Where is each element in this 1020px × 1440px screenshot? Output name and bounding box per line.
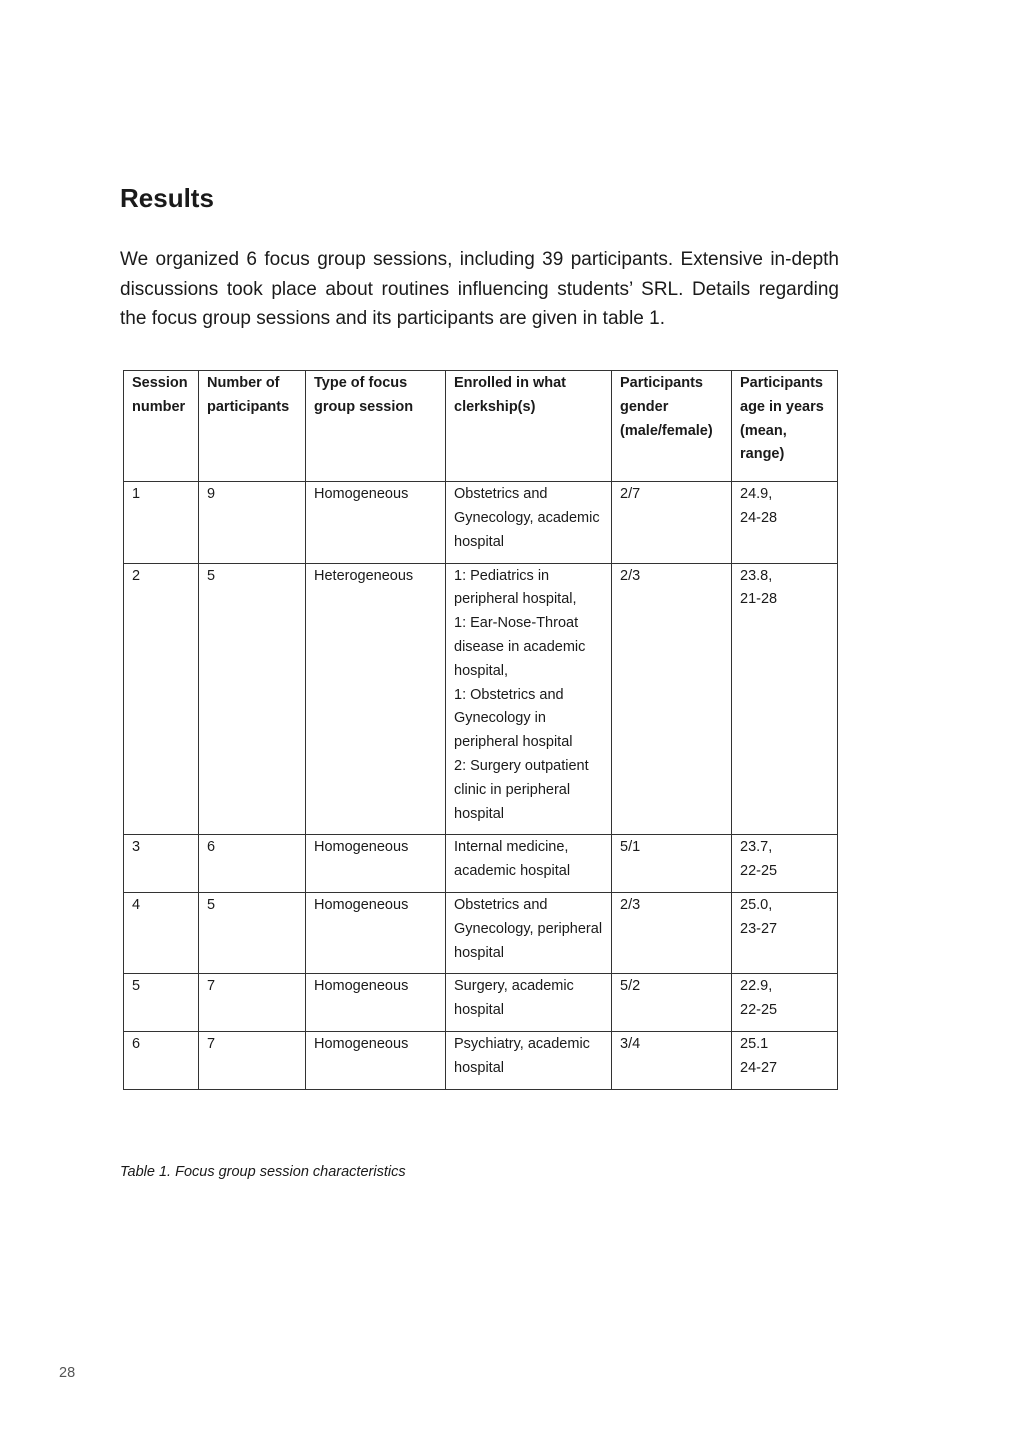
intro-paragraph: We organized 6 focus group sessions, including 39 participants. Extensive in-depth discussions took place about routines influencing students’ SRL. Details regarding the focus group sessions and its participants are given in table 1.	[120, 249, 839, 329]
age-cell: 25.1 24-27	[732, 1031, 838, 1089]
session-type-cell: Homogeneous	[306, 974, 446, 1032]
session-type-cell: Homogeneous	[306, 835, 446, 893]
session-number-cell: 4	[124, 892, 199, 973]
table-row	[124, 1031, 838, 1089]
session-number-cell: 2	[124, 563, 199, 835]
table-row	[124, 892, 838, 973]
clerkship-cell: Obstetrics and Gynecology, academic hospital	[446, 482, 612, 563]
session-type-cell: Homogeneous	[306, 892, 446, 973]
clerkship-cell: Internal medicine, academic hospital	[446, 835, 612, 893]
header-number-of-participants: Number of participants	[199, 371, 306, 482]
participants-count-cell: 7	[199, 974, 306, 1032]
section-heading: Results	[120, 183, 214, 213]
header-participants-age: Participants age in years (mean, range)	[732, 371, 838, 482]
gender-cell: 2/3	[612, 563, 732, 835]
clerkship-cell: 1: Pediatrics in peripheral hospital, 1: Ear-Nose-Throat disease in academic hospital, 1: Obstetrics and Gynecology in peripheral hospital 2: Surgery outpatient clinic in peripheral hospital	[446, 563, 612, 835]
participants-count-cell: 5	[199, 892, 306, 973]
gender-cell: 2/3	[612, 892, 732, 973]
age-cell: 24.9, 24-28	[732, 482, 838, 563]
table-row	[124, 482, 838, 563]
table-caption: Table 1. Focus group session characteristics	[120, 1164, 406, 1180]
table-row	[124, 974, 838, 1032]
session-number-cell: 6	[124, 1031, 199, 1089]
header-type-of-session: Type of focus group session	[306, 371, 446, 482]
table-header-row	[124, 371, 838, 482]
table-row	[124, 835, 838, 893]
header-session-number: Session number	[124, 371, 199, 482]
session-type-cell: Homogeneous	[306, 1031, 446, 1089]
session-type-cell: Heterogeneous	[306, 563, 446, 835]
age-cell: 23.7, 22-25	[732, 835, 838, 893]
focus-group-table	[123, 370, 838, 1090]
participants-count-cell: 9	[199, 482, 306, 563]
session-number-cell: 3	[124, 835, 199, 893]
gender-cell: 5/1	[612, 835, 732, 893]
participants-count-cell: 6	[199, 835, 306, 893]
gender-cell: 3/4	[612, 1031, 732, 1089]
header-participants-gender: Participants gender (male/female)	[612, 371, 732, 482]
page-number: 28	[59, 1365, 76, 1381]
session-number-cell: 1	[124, 482, 199, 563]
gender-cell: 5/2	[612, 974, 732, 1032]
session-number-cell: 5	[124, 974, 199, 1032]
clerkship-cell: Surgery, academic hospital	[446, 974, 612, 1032]
table-row	[124, 563, 838, 835]
participants-count-cell: 7	[199, 1031, 306, 1089]
clerkship-cell: Obstetrics and Gynecology, peripheral hospital	[446, 892, 612, 973]
header-enrolled-clerkship: Enrolled in what clerkship(s)	[446, 371, 612, 482]
session-type-cell: Homogeneous	[306, 482, 446, 563]
participants-count-cell: 5	[199, 563, 306, 835]
gender-cell: 2/7	[612, 482, 732, 563]
age-cell: 25.0, 23-27	[732, 892, 838, 973]
age-cell: 22.9, 22-25	[732, 974, 838, 1032]
age-cell: 23.8, 21-28	[732, 563, 838, 835]
clerkship-cell: Psychiatry, academic hospital	[446, 1031, 612, 1089]
